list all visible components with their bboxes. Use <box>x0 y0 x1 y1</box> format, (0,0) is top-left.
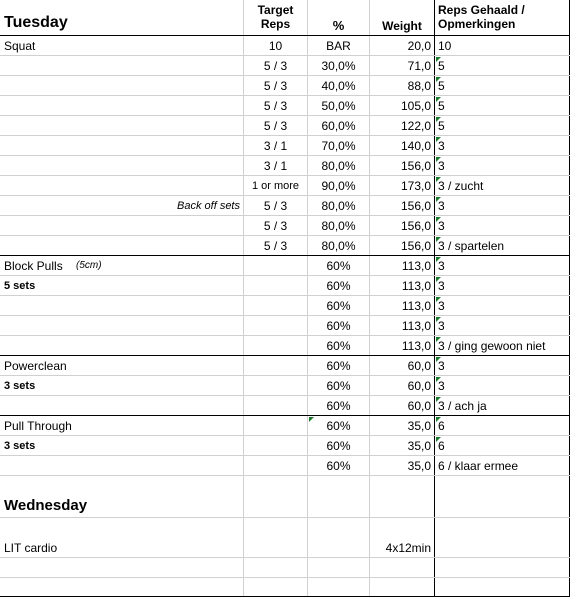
percent-header: % <box>332 18 345 33</box>
weight-header: Weight <box>382 19 422 33</box>
comment-indicator-icon <box>436 317 441 322</box>
exercise-cell[interactable] <box>4 96 240 116</box>
percent-cell[interactable]: 30,0% <box>321 59 356 73</box>
weight-cell[interactable]: 88,0 <box>407 79 431 93</box>
row-divider <box>0 95 570 96</box>
target-reps-cell[interactable] <box>244 416 307 436</box>
row-divider <box>0 375 570 376</box>
reps-done-cell[interactable]: 3 <box>438 259 445 273</box>
weight-cell[interactable]: 113,0 <box>401 319 431 333</box>
exercise-cell[interactable]: Squat <box>4 39 36 53</box>
cardio-label: LIT cardio <box>4 541 58 555</box>
exercise-cell[interactable] <box>4 296 240 316</box>
reps-done-cell[interactable]: 3 <box>438 199 445 213</box>
exercise-cell[interactable] <box>4 456 240 476</box>
reps-done-cell[interactable]: 3 <box>438 139 445 153</box>
percent-cell[interactable]: 60% <box>326 319 351 333</box>
row-divider <box>0 215 570 216</box>
comment-indicator-icon <box>436 397 441 402</box>
percent-cell[interactable]: 50,0% <box>321 99 356 113</box>
percent-cell[interactable]: 60% <box>326 339 351 353</box>
percent-cell[interactable]: 80,0% <box>321 219 356 233</box>
row-divider <box>0 255 570 256</box>
percent-cell[interactable]: 60% <box>326 439 351 453</box>
weight-cell[interactable]: 35,0 <box>407 439 431 453</box>
target-reps-cell[interactable] <box>244 296 307 316</box>
exercise-cell[interactable] <box>4 216 240 236</box>
row-divider <box>0 235 570 236</box>
weight-cell[interactable]: 140,0 <box>400 139 431 153</box>
weight-cell[interactable]: 156,0 <box>400 219 431 233</box>
row-divider <box>0 295 570 296</box>
reps-done-cell[interactable]: 5 <box>438 59 445 73</box>
reps-done-cell[interactable]: 3 / zucht <box>438 179 484 193</box>
target-reps-cell[interactable]: 5 / 3 <box>263 199 288 213</box>
exercise-cell[interactable] <box>4 116 240 136</box>
comment-indicator-icon <box>436 437 441 442</box>
target-reps-cell[interactable] <box>244 276 307 296</box>
percent-cell[interactable]: 60% <box>326 259 351 273</box>
row-divider <box>0 275 570 276</box>
row-divider <box>0 175 570 176</box>
reps-done-cell[interactable]: 3 <box>438 299 445 313</box>
target-reps-cell[interactable]: 5 / 3 <box>263 79 288 93</box>
reps-done-cell[interactable]: 3 / spartelen <box>438 239 505 253</box>
reps-done-cell[interactable]: 3 <box>438 279 445 293</box>
weight-cell[interactable]: 113,0 <box>401 259 431 273</box>
target-reps-cell[interactable] <box>244 356 307 376</box>
weight-cell[interactable]: 156,0 <box>400 239 431 253</box>
reps-done-cell[interactable]: 6 <box>438 439 445 453</box>
reps-done-cell[interactable]: 10 <box>438 39 452 53</box>
weight-cell[interactable]: 113,0 <box>401 339 431 353</box>
comment-indicator-icon <box>436 177 441 182</box>
day-header-tuesday: Tuesday <box>4 14 68 31</box>
percent-cell[interactable]: 60% <box>326 419 351 433</box>
weight-cell[interactable]: 60,0 <box>407 359 431 373</box>
day-header-wednesday: Wednesday <box>4 497 88 514</box>
weight-cell[interactable]: 60,0 <box>407 399 431 413</box>
percent-cell[interactable]: 60% <box>326 399 351 413</box>
exercise-cell[interactable] <box>4 396 240 416</box>
reps-done-header: Reps Gehaald / Opmerkingen <box>438 3 525 31</box>
weight-cell[interactable]: 173,0 <box>400 179 431 193</box>
exercise-note: (5cm) <box>76 260 102 271</box>
comment-indicator-icon <box>436 297 441 302</box>
exercise-cell[interactable]: 3 sets <box>4 440 36 452</box>
row-divider <box>0 155 570 156</box>
comment-indicator-icon <box>436 157 441 162</box>
percent-cell[interactable]: BAR <box>326 39 351 53</box>
target-reps-cell[interactable]: 5 / 3 <box>263 119 288 133</box>
exercise-cell[interactable] <box>4 316 240 336</box>
target-reps-cell[interactable]: 5 / 3 <box>263 219 288 233</box>
comment-indicator-icon <box>436 237 441 242</box>
exercise-cell[interactable] <box>4 56 240 76</box>
target-reps-cell[interactable] <box>244 456 307 476</box>
target-reps-cell[interactable] <box>244 396 307 416</box>
weight-cell[interactable]: 60,0 <box>407 379 431 393</box>
reps-done-cell[interactable]: 3 / ach ja <box>438 399 487 413</box>
exercise-cell[interactable] <box>4 156 240 176</box>
row-divider <box>0 435 570 436</box>
comment-indicator-icon <box>309 417 314 422</box>
comment-indicator-icon <box>436 277 441 282</box>
exercise-cell[interactable]: Powerclean <box>4 359 67 373</box>
comment-indicator-icon <box>436 97 441 102</box>
target-reps-cell[interactable] <box>244 256 307 276</box>
comment-indicator-icon <box>436 357 441 362</box>
target-reps-cell[interactable]: 5 / 3 <box>263 59 288 73</box>
exercise-cell[interactable]: Block Pulls <box>4 259 63 273</box>
comment-indicator-icon <box>436 217 441 222</box>
target-reps-cell[interactable] <box>244 376 307 396</box>
reps-done-cell[interactable]: 5 <box>438 119 445 133</box>
target-reps-cell[interactable]: 3 / 1 <box>263 159 288 173</box>
row-divider <box>0 577 570 578</box>
reps-done-cell[interactable]: 5 <box>438 79 445 93</box>
row-divider <box>0 35 570 36</box>
comment-indicator-icon <box>436 417 441 422</box>
weight-cell[interactable]: 105,0 <box>400 99 431 113</box>
percent-cell[interactable]: 60% <box>326 359 351 373</box>
target-reps-cell[interactable]: 10 <box>268 39 283 53</box>
exercise-cell[interactable] <box>4 336 240 356</box>
percent-cell[interactable]: 60% <box>326 459 351 473</box>
percent-cell[interactable]: 80,0% <box>321 199 356 213</box>
comment-indicator-icon <box>436 377 441 382</box>
exercise-cell[interactable] <box>4 176 240 196</box>
reps-done-cell[interactable]: 3 <box>438 359 445 373</box>
row-divider <box>0 596 570 597</box>
reps-done-cell[interactable]: 3 / ging gewoon niet <box>438 339 546 353</box>
row-divider <box>0 455 570 456</box>
weight-cell[interactable]: 156,0 <box>400 159 431 173</box>
weight-cell[interactable]: 35,0 <box>407 459 431 473</box>
row-divider <box>0 395 570 396</box>
exercise-cell[interactable]: 3 sets <box>4 380 36 392</box>
cardio-value: 4x12min <box>385 541 431 555</box>
reps-done-cell[interactable]: 3 <box>438 319 445 333</box>
weight-cell[interactable]: 113,0 <box>401 299 431 313</box>
reps-done-cell[interactable]: 6 / klaar ermee <box>438 459 519 473</box>
reps-done-cell[interactable]: 3 <box>438 379 445 393</box>
comment-indicator-icon <box>436 137 441 142</box>
row-divider <box>0 517 570 518</box>
reps-done-cell[interactable]: 6 <box>438 419 445 433</box>
percent-cell[interactable]: 90,0% <box>321 179 356 193</box>
row-divider <box>0 415 570 416</box>
percent-cell[interactable]: 40,0% <box>321 79 356 93</box>
percent-cell[interactable]: 80,0% <box>321 239 356 253</box>
row-divider <box>0 315 570 316</box>
percent-cell[interactable]: 80,0% <box>321 159 356 173</box>
target-reps-cell[interactable] <box>244 436 307 456</box>
weight-cell[interactable]: 122,0 <box>400 119 431 133</box>
exercise-cell[interactable] <box>4 236 240 256</box>
target-reps-cell[interactable]: 3 / 1 <box>263 139 288 153</box>
row-divider <box>0 475 570 476</box>
row-divider <box>0 335 570 336</box>
reps-done-cell[interactable]: 3 <box>438 219 445 233</box>
exercise-cell[interactable]: Pull Through <box>4 419 72 433</box>
weight-cell[interactable]: 156,0 <box>400 199 431 213</box>
weight-cell[interactable]: 113,0 <box>401 279 431 293</box>
comment-indicator-icon <box>436 77 441 82</box>
percent-cell[interactable]: 60% <box>326 279 351 293</box>
comment-indicator-icon <box>436 57 441 62</box>
target-reps-header: Target Reps <box>257 3 294 31</box>
backoff-label: Back off sets <box>177 200 240 212</box>
comment-indicator-icon <box>436 257 441 262</box>
reps-done-cell[interactable]: 5 <box>438 99 445 113</box>
col-divider <box>434 0 435 596</box>
row-divider <box>0 115 570 116</box>
target-reps-cell[interactable]: 1 or more <box>251 180 300 192</box>
percent-cell[interactable]: 60,0% <box>321 119 356 133</box>
target-reps-cell[interactable] <box>244 316 307 336</box>
comment-indicator-icon <box>436 117 441 122</box>
target-reps-cell[interactable]: 5 / 3 <box>263 99 288 113</box>
weight-cell[interactable]: 35,0 <box>407 419 431 433</box>
row-divider <box>0 557 570 558</box>
target-reps-cell[interactable]: 5 / 3 <box>263 239 288 253</box>
reps-done-cell[interactable]: 3 <box>438 159 445 173</box>
comment-indicator-icon <box>436 197 441 202</box>
row-divider <box>0 135 570 136</box>
percent-cell[interactable]: 60% <box>326 379 351 393</box>
exercise-cell[interactable] <box>4 76 240 96</box>
weight-cell[interactable]: 71,0 <box>407 59 431 73</box>
row-divider <box>0 75 570 76</box>
row-divider <box>0 195 570 196</box>
comment-indicator-icon <box>436 337 441 342</box>
row-divider <box>0 355 570 356</box>
row-divider <box>0 55 570 56</box>
percent-cell[interactable]: 70,0% <box>321 139 356 153</box>
weight-cell[interactable]: 20,0 <box>407 39 431 53</box>
exercise-cell[interactable] <box>4 136 240 156</box>
percent-cell[interactable]: 60% <box>326 299 351 313</box>
exercise-cell[interactable]: 5 sets <box>4 280 36 292</box>
target-reps-cell[interactable] <box>244 336 307 356</box>
